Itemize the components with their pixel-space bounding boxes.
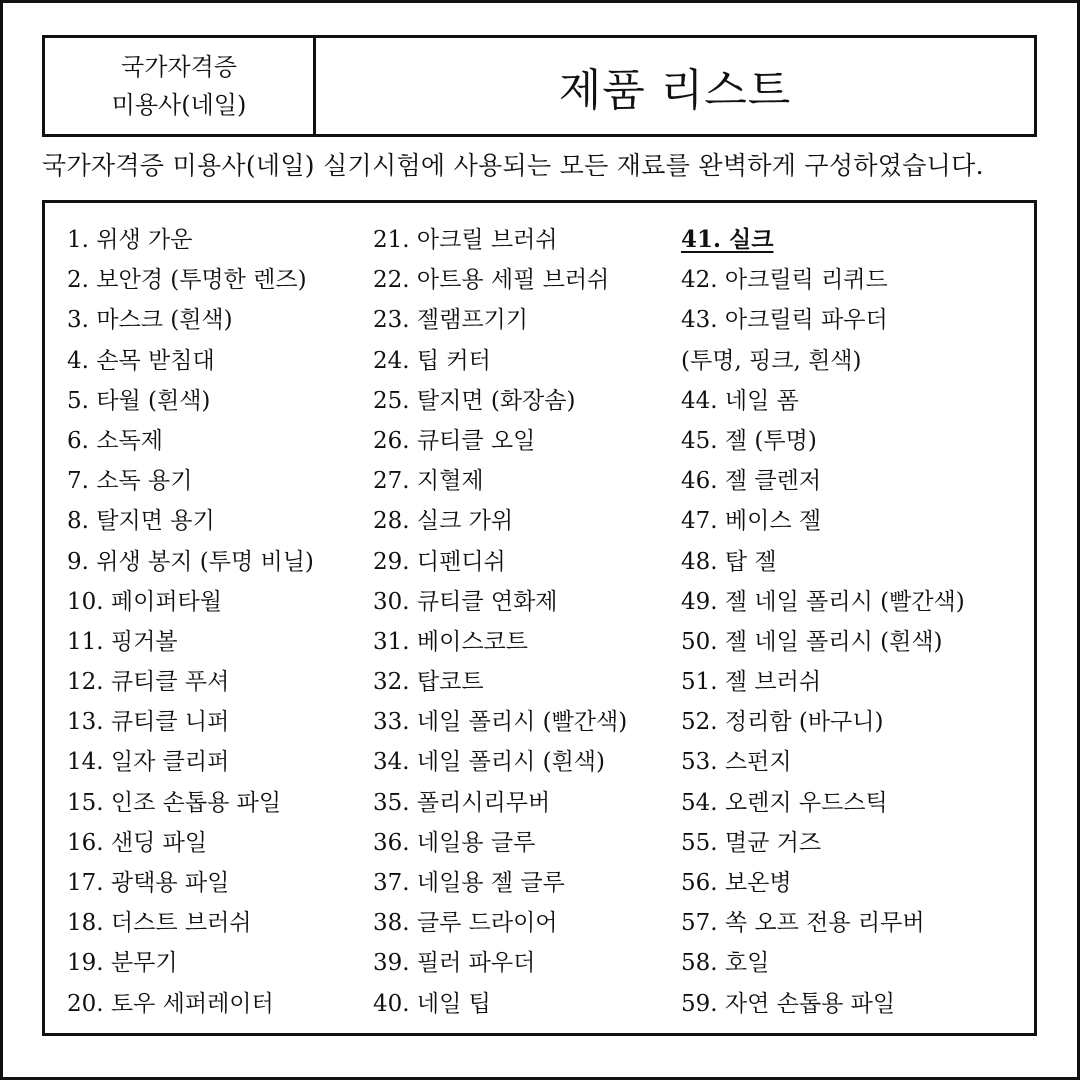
list-item: 45. 젤 (투명) bbox=[681, 427, 817, 454]
list-item: 43. 아크릴릭 파우더 bbox=[681, 307, 888, 334]
list-item: 33. 네일 폴리시 (빨간색) bbox=[373, 709, 628, 736]
list-item: 37. 네일용 젤 글루 bbox=[373, 870, 565, 896]
badge-line-2: 미용사(네일) bbox=[111, 91, 247, 119]
list-item: 39. 필러 파우더 bbox=[373, 950, 536, 977]
list-item: 36. 네일용 글루 bbox=[373, 829, 536, 856]
list-item: (투명, 핑크, 흰색) bbox=[681, 347, 862, 374]
list-item: 51. 젤 브러쉬 bbox=[681, 669, 822, 696]
list-item: 17. 광택용 파일 bbox=[67, 870, 230, 896]
list-item: 18. 더스트 브러쉬 bbox=[67, 910, 252, 937]
list-item: 20. 토우 세퍼레이터 bbox=[67, 990, 274, 1017]
list-item: 1. 위생 가운 bbox=[67, 227, 193, 253]
list-item: 42. 아크릴릭 리퀴드 bbox=[681, 267, 888, 294]
list-item: 44. 네일 폼 bbox=[681, 387, 799, 414]
list-item: 59. 자연 손톱용 파일 bbox=[681, 990, 896, 1017]
certification-badge bbox=[45, 38, 316, 134]
list-item: 57. 쏙 오프 전용 리무버 bbox=[681, 910, 925, 937]
list-item: 4. 손목 받침대 bbox=[67, 347, 215, 374]
list-item: 25. 탈지면 (화장솜) bbox=[373, 387, 576, 414]
list-item: 52. 정리함 (바구니) bbox=[681, 709, 884, 736]
page-subtitle: 국가자격증 미용사(네일) 실기시험에 사용되는 모든 재료를 완벽하게 구성하였습니다. bbox=[42, 151, 984, 180]
list-item: 38. 글루 드라이어 bbox=[373, 910, 558, 937]
list-item: 47. 베이스 젤 bbox=[681, 508, 822, 535]
list-item: 48. 탑 젤 bbox=[681, 548, 777, 575]
list-item: 14. 일자 클리퍼 bbox=[67, 749, 230, 776]
list-item: 34. 네일 폴리시 (흰색) bbox=[373, 749, 605, 776]
list-item: 3. 마스크 (흰색) bbox=[67, 307, 233, 334]
product-column-3 bbox=[681, 220, 981, 1024]
list-item: 40. 네일 팁 bbox=[373, 990, 491, 1017]
list-item: 27. 지혈제 bbox=[373, 468, 484, 495]
list-item: 8. 탈지면 용기 bbox=[67, 508, 215, 535]
list-item: 53. 스펀지 bbox=[681, 749, 792, 776]
list-item: 28. 실크 가위 bbox=[373, 508, 514, 535]
product-column-2 bbox=[373, 220, 673, 1024]
list-item: 58. 호일 bbox=[681, 950, 770, 977]
list-item: 31. 베이스코트 bbox=[373, 628, 528, 655]
list-item: 9. 위생 봉지 (투명 비닐) bbox=[67, 548, 314, 575]
list-item: 22. 아트용 세필 브러쉬 bbox=[373, 267, 610, 294]
list-item: 49. 젤 네일 폴리시 (빨간색) bbox=[681, 588, 965, 615]
list-item: 29. 디펜디쉬 bbox=[373, 548, 506, 575]
list-item: 19. 분무기 bbox=[67, 950, 178, 977]
list-item-highlighted: 41. 실크 bbox=[681, 226, 774, 253]
page-title: 제품 리스트 bbox=[558, 65, 792, 116]
list-item: 50. 젤 네일 폴리시 (흰색) bbox=[681, 628, 943, 655]
list-item: 55. 멸균 거즈 bbox=[681, 829, 822, 856]
list-item: 12. 큐티클 푸셔 bbox=[67, 669, 230, 696]
list-item: 10. 페이퍼타월 bbox=[67, 588, 222, 615]
badge-line-1: 국가자격증 bbox=[121, 53, 237, 81]
list-item: 13. 큐티클 니퍼 bbox=[67, 709, 230, 736]
list-item: 26. 큐티클 오일 bbox=[373, 427, 536, 454]
list-item: 23. 젤램프기기 bbox=[373, 307, 528, 334]
list-item: 5. 타월 (흰색) bbox=[67, 387, 211, 414]
list-item: 54. 오렌지 우드스틱 bbox=[681, 789, 888, 816]
product-list bbox=[42, 200, 1037, 1036]
list-item: 35. 폴리시리무버 bbox=[373, 789, 551, 816]
list-item: 46. 젤 클렌저 bbox=[681, 468, 822, 495]
list-item: 16. 샌딩 파일 bbox=[67, 829, 208, 856]
header bbox=[42, 35, 1037, 137]
list-item: 24. 팁 커터 bbox=[373, 347, 491, 374]
list-item: 6. 소독제 bbox=[67, 427, 163, 454]
list-item: 56. 보온병 bbox=[681, 870, 792, 896]
list-item: 11. 핑거볼 bbox=[67, 628, 178, 655]
list-item: 32. 탑코트 bbox=[373, 669, 484, 696]
product-column-1 bbox=[67, 220, 367, 1024]
list-item: 15. 인조 손톱용 파일 bbox=[67, 789, 282, 816]
list-item: 21. 아크릴 브러쉬 bbox=[373, 227, 558, 253]
list-item: 2. 보안경 (투명한 렌즈) bbox=[67, 267, 307, 294]
list-item: 30. 큐티클 연화제 bbox=[373, 588, 558, 615]
list-item: 7. 소독 용기 bbox=[67, 468, 193, 495]
